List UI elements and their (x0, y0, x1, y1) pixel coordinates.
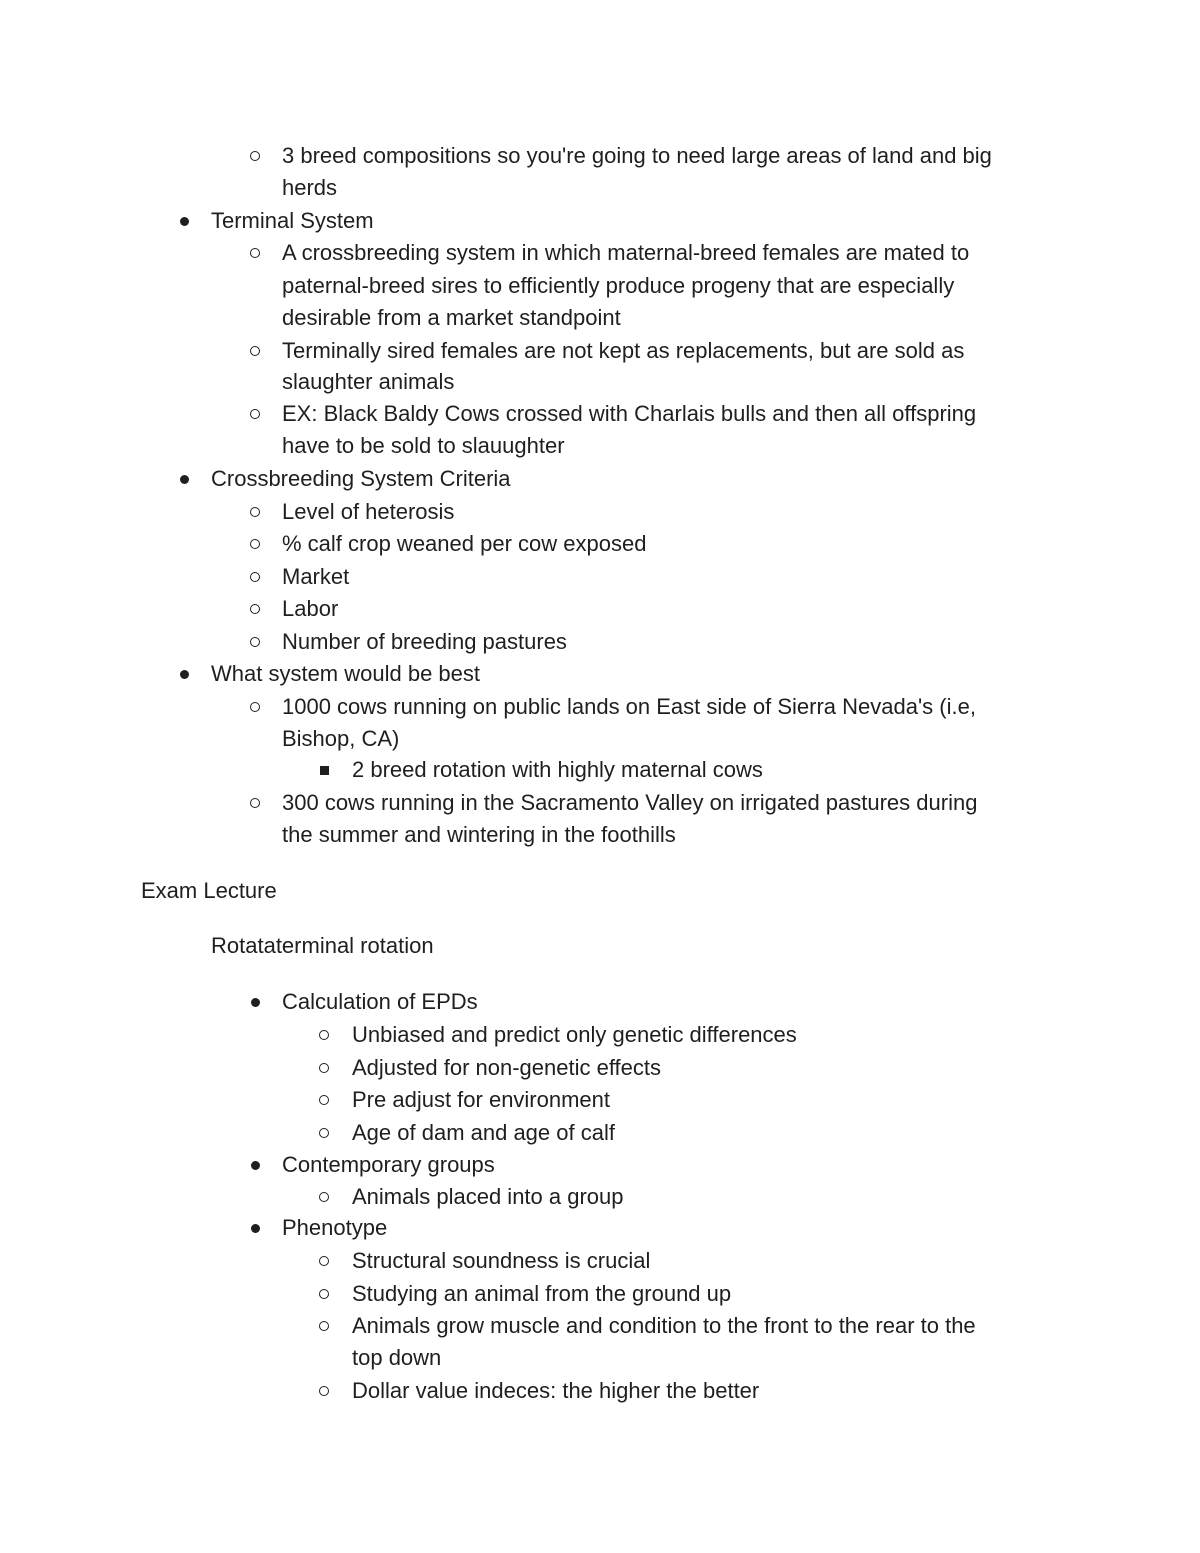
list-item-text: Level of heterosis (282, 499, 455, 524)
list-item-text: the summer and wintering in the foothills (282, 822, 676, 847)
hollow-bullet-icon (316, 1310, 332, 1342)
hollow-bullet-icon (247, 140, 263, 172)
rotaterminal-heading: Rotataterminal rotation (211, 933, 434, 958)
list-item-text: Unbiased and predict only genetic differences (352, 1022, 797, 1047)
exam-lecture-heading: Exam Lecture (141, 878, 277, 903)
list-item-text: Terminally sired females are not kept as replacements, but are sold as (282, 338, 965, 363)
list-item-text: 300 cows running in the Sacramento Valley on irrigated pastures during (282, 790, 978, 815)
list-item-text: Pre adjust for environment (352, 1087, 611, 1112)
list-item-text: Terminal System (211, 208, 374, 233)
list-item-text: 2 breed rotation with highly maternal cows (352, 757, 763, 782)
list-item-text: Number of breeding pastures (282, 629, 567, 654)
hollow-bullet-icon (247, 787, 263, 819)
list-item-text: EX: Black Baldy Cows crossed with Charlais bulls and then all offspring (282, 401, 977, 426)
list-item-text: paternal-breed sires to efficiently produce progeny that are especially (282, 273, 955, 298)
list-item-text: Labor (282, 596, 339, 621)
hollow-bullet-icon (316, 1052, 332, 1084)
hollow-bullet-icon (247, 335, 263, 367)
filled-bullet-icon (247, 986, 263, 1018)
hollow-bullet-icon (316, 1019, 332, 1051)
hollow-bullet-icon (247, 398, 263, 430)
filled-bullet-icon (176, 463, 192, 495)
list-item-text: Crossbreeding System Criteria (211, 466, 511, 491)
filled-bullet-icon (176, 658, 192, 690)
hollow-bullet-icon (247, 528, 263, 560)
list-item-text: Market (282, 564, 350, 589)
filled-bullet-icon (247, 1212, 263, 1244)
list-item-text: slaughter animals (282, 369, 455, 394)
hollow-bullet-icon (316, 1278, 332, 1310)
hollow-bullet-icon (316, 1181, 332, 1213)
hollow-bullet-icon (316, 1084, 332, 1116)
list-item-text: top down (352, 1345, 442, 1370)
hollow-bullet-icon (316, 1375, 332, 1407)
hollow-bullet-icon (247, 593, 263, 625)
hollow-bullet-icon (316, 1117, 332, 1149)
list-item-text: Contemporary groups (282, 1152, 495, 1177)
list-item-text: Phenotype (282, 1215, 388, 1240)
list-item-text: 3 breed compositions so you're going to need large areas of land and big (282, 143, 992, 168)
list-item-text: Animals grow muscle and condition to the front to the rear to the (352, 1313, 976, 1338)
list-item-text: 1000 cows running on public lands on East side of Sierra Nevada's (i.e, (282, 694, 976, 719)
list-item-text: Animals placed into a group (352, 1184, 624, 1209)
hollow-bullet-icon (247, 237, 263, 269)
square-bullet-icon (316, 754, 332, 786)
list-item-text: Calculation of EPDs (282, 989, 478, 1014)
filled-bullet-icon (247, 1149, 263, 1181)
list-item-text: Age of dam and age of calf (352, 1120, 615, 1145)
hollow-bullet-icon (316, 1245, 332, 1277)
hollow-bullet-icon (247, 691, 263, 723)
list-item-text: herds (282, 175, 338, 200)
list-item-text: Studying an animal from the ground up (352, 1281, 732, 1306)
hollow-bullet-icon (247, 626, 263, 658)
list-item-text: What system would be best (211, 661, 481, 686)
list-item-text: desirable from a market standpoint (282, 305, 621, 330)
list-item-text: have to be sold to slauughter (282, 433, 565, 458)
list-item-text: A crossbreeding system in which maternal-breed females are mated to (282, 240, 970, 265)
list-item-text: Dollar value indeces: the higher the better (352, 1378, 760, 1403)
hollow-bullet-icon (247, 561, 263, 593)
filled-bullet-icon (176, 205, 192, 237)
list-item-text: Bishop, CA) (282, 726, 400, 751)
list-item-text: % calf crop weaned per cow exposed (282, 531, 647, 556)
hollow-bullet-icon (247, 496, 263, 528)
list-item-text: Structural soundness is crucial (352, 1248, 651, 1273)
list-item-text: Adjusted for non-genetic effects (352, 1055, 662, 1080)
